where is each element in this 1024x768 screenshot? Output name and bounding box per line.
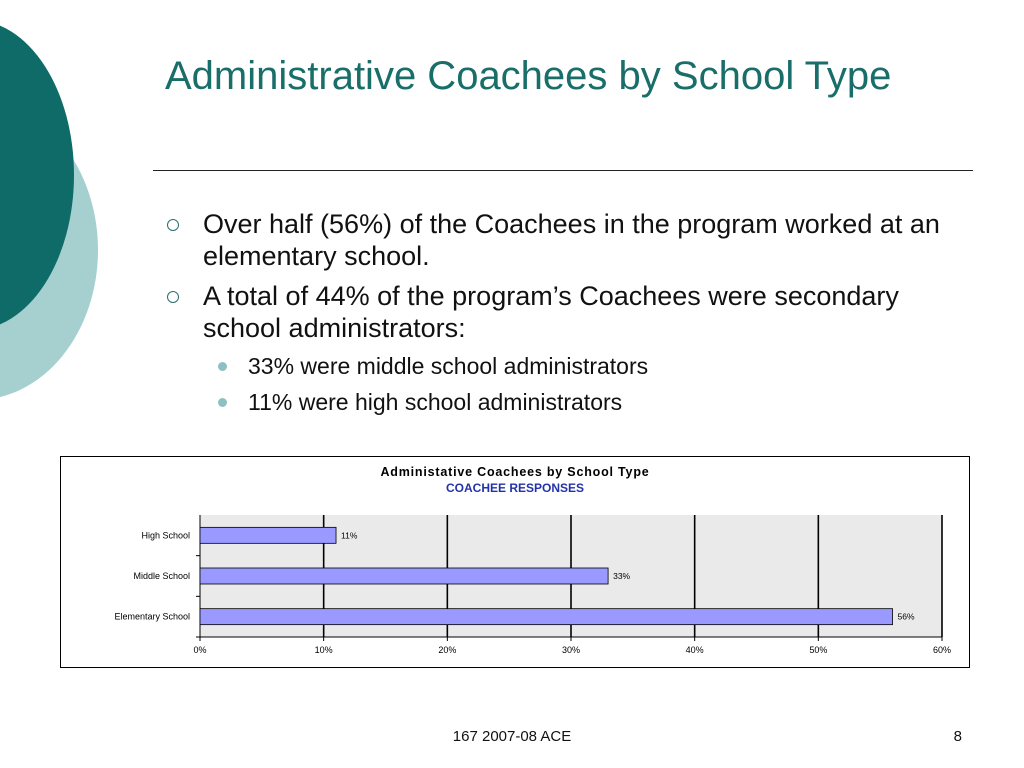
bullet-text: Over half (56%) of the Coachees in the program worked at an elementary school.	[203, 209, 940, 271]
data-label: 11%	[341, 530, 358, 541]
x-tick-label: 0%	[193, 645, 207, 655]
x-tick-label: 60%	[932, 645, 952, 655]
sub-bullet-text: 11% were high school administrators	[248, 389, 623, 415]
bullet-list	[165, 208, 965, 352]
x-tick-label: 20%	[438, 645, 457, 655]
chart-title: Administative Coachees by School Type	[380, 465, 650, 479]
x-tick-label: 30%	[561, 645, 581, 655]
sub-bullet-item	[214, 352, 914, 380]
bar	[200, 568, 608, 584]
bullet-item	[165, 280, 965, 344]
bullet-text: A total of 44% of the program’s Coachees were secondary school administrators:	[203, 281, 899, 343]
bullet-item	[165, 208, 965, 272]
sub-bullet-item	[214, 388, 914, 416]
bar-chart	[61, 457, 969, 667]
page-number: 8	[953, 728, 962, 745]
chart-container	[60, 456, 970, 668]
sub-bullet-list	[214, 352, 914, 424]
title-divider	[153, 170, 973, 171]
hollow-circle-bullet-icon	[167, 219, 179, 231]
category-label: High School	[141, 530, 190, 541]
hollow-circle-bullet-icon	[167, 291, 179, 303]
category-label: Elementary School	[114, 611, 190, 622]
slide-title: Administrative Coachees by School Type	[165, 54, 892, 98]
chart-subtitle: COACHEE RESPONSES	[445, 481, 585, 495]
bar	[200, 609, 893, 625]
dot-bullet-icon	[218, 362, 227, 371]
x-tick-label: 40%	[685, 645, 704, 655]
bar	[200, 527, 336, 543]
data-label: 33%	[613, 571, 631, 581]
footer-text: 167 2007-08 ACE	[452, 728, 572, 745]
category-label: Middle School	[133, 571, 190, 581]
sub-bullet-text: 33% were middle school administrators	[248, 353, 649, 379]
dot-bullet-icon	[218, 398, 227, 407]
data-label: 56%	[897, 611, 915, 622]
x-tick-label: 10%	[314, 645, 333, 655]
x-tick-label: 50%	[809, 645, 828, 655]
